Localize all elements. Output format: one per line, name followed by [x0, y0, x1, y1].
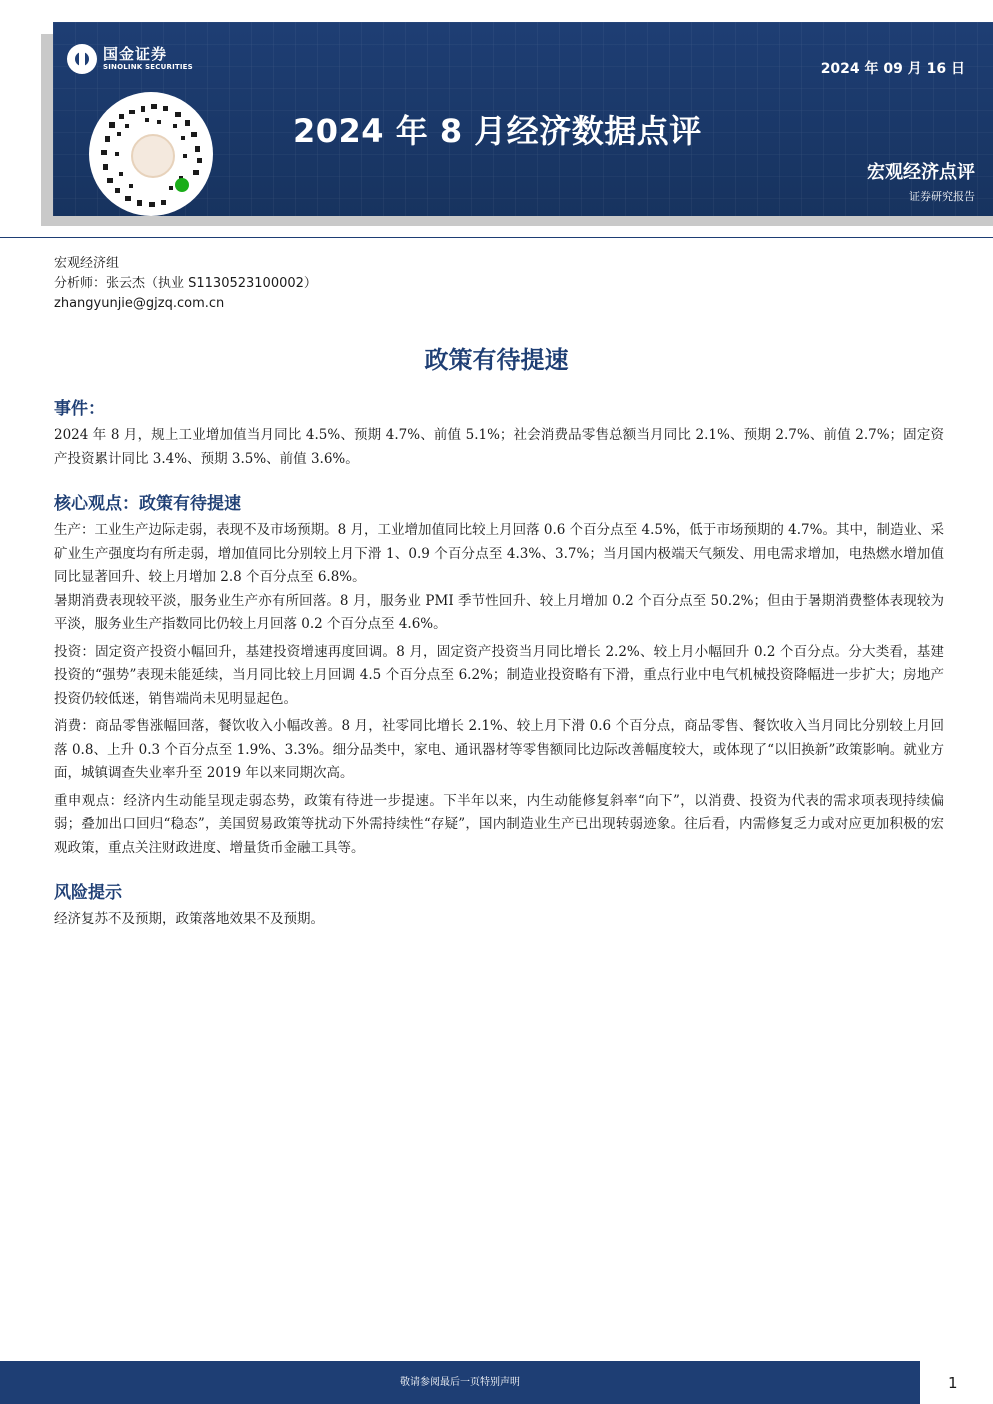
core-paragraph-services: 暑期消费表现较平淡，服务业生产亦有所回落。8 月，服务业 PMI 季节性回升、较上月增加 0.2 个百分点至 50.2%；但由于暑期消费整体表现较为平淡，服务业生产指数同比仍较上月回落 0.2 个百分点至 4.6%。 — [54, 592, 944, 632]
research-group: 宏观经济组 — [54, 256, 120, 271]
header-divider — [0, 237, 993, 238]
core-paragraph-production: 生产：工业生产边际走弱，表现不及市场预期。8 月，工业增加值同比较上月回落 0.6 个百分点至 4.5%，低于市场预期的 4.7%。其中，制造业、采矿业生产强度均有所走弱，增加值同比分别较上月下滑 1、0.9 个百分点至 4.3%、3.7%；当月国内极端天气频发、用电需求增加，电热燃水增加值同比显著回升、较上月增加 2.8 个百分点至 6.8%。 — [54, 522, 944, 585]
report-body — [54, 394, 944, 932]
logo-mark-icon — [67, 44, 97, 74]
analyst-name: 分析师：张云杰（执业 S1130523100002） — [54, 276, 317, 291]
core-paragraph-reiteration: 重申观点：经济内生动能呈现走弱态势，政策有待进一步提速。下半年以来，内生动能修复斜率“向下”，以消费、投资为代表的需求项表现持续偏弱；叠加出口回归“稳态”，美国贸易政策等扰动下外需持续性“存疑”，国内制造业生产已出现转弱迹象。往后看，内需修复乏力或对应更加积极的宏观政策，重点关注财政进度、增量货币金融工具等。 — [54, 792, 944, 856]
section-title-risk: 风险提示 — [54, 883, 122, 903]
footer-disclaimer: 敬请参阅最后一页特别声明 — [0, 1361, 920, 1404]
event-paragraph: 2024 年 8 月，规上工业增加值当月同比 4.5%、预期 4.7%、前值 5.1%；社会消费品零售总额当月同比 2.1%、预期 2.7%、前值 2.7%；固定资产投资累计同比 3.4%、预期 3.5%、前值 3.6%。 — [54, 427, 944, 467]
qr-center-logo — [131, 134, 175, 178]
report-banner — [53, 22, 993, 216]
company-name-en: SINOLINK SECURITIES — [103, 63, 193, 71]
analyst-email: zhangyunjie@gjzq.com.cn — [54, 296, 225, 311]
mini-program-icon — [175, 178, 189, 192]
company-name-cn: 国金证券 — [103, 45, 168, 63]
section-title-core-view: 核心观点：政策有待提速 — [54, 494, 241, 514]
qr-code-icon — [89, 92, 213, 216]
core-paragraph-consumption: 消费：商品零售涨幅回落，餐饮收入小幅改善。8 月，社零同比增长 2.1%、较上月下滑 0.6 个百分点，商品零售、餐饮收入当月同比分别较上月回落 0.8、上升 0.3 个百分点至 1.9%、3.3%。细分品类中，家电、通讯器材等零售额同比边际改善幅度较大，或体现了“以旧换新”政策影响。就业方面，城镇调查失业率升至 2019 年以来同期次高。 — [54, 718, 944, 781]
report-headline: 政策有待提速 — [424, 346, 569, 374]
section-title-event: 事件： — [54, 399, 105, 419]
author-block — [54, 254, 317, 314]
report-type: 宏观经济点评 — [867, 162, 975, 183]
risk-paragraph: 经济复苏不及预期，政策落地效果不及预期。 — [54, 911, 324, 927]
report-category: 证券研究报告 — [909, 190, 975, 203]
company-logo — [67, 44, 193, 74]
report-date: 2024 年 09 月 16 日 — [820, 61, 965, 77]
report-title: 2024 年 8 月经济数据点评 — [293, 112, 702, 150]
core-paragraph-investment: 投资：固定资产投资小幅回升，基建投资增速再度回调。8 月，固定资产投资当月同比增长 2.2%、较上月小幅回升 0.2 个百分点。分大类看，基建投资的“强势”表现未能延续，当月同比较上月回调 4.5 个百分点至 6.2%；制造业投资略有下滑，重点行业中电气机械投资降幅进一步扩大；房地产投资仍较低迷，销售端尚未见明显起色。 — [54, 643, 944, 707]
page-number: 1 — [948, 1374, 958, 1392]
